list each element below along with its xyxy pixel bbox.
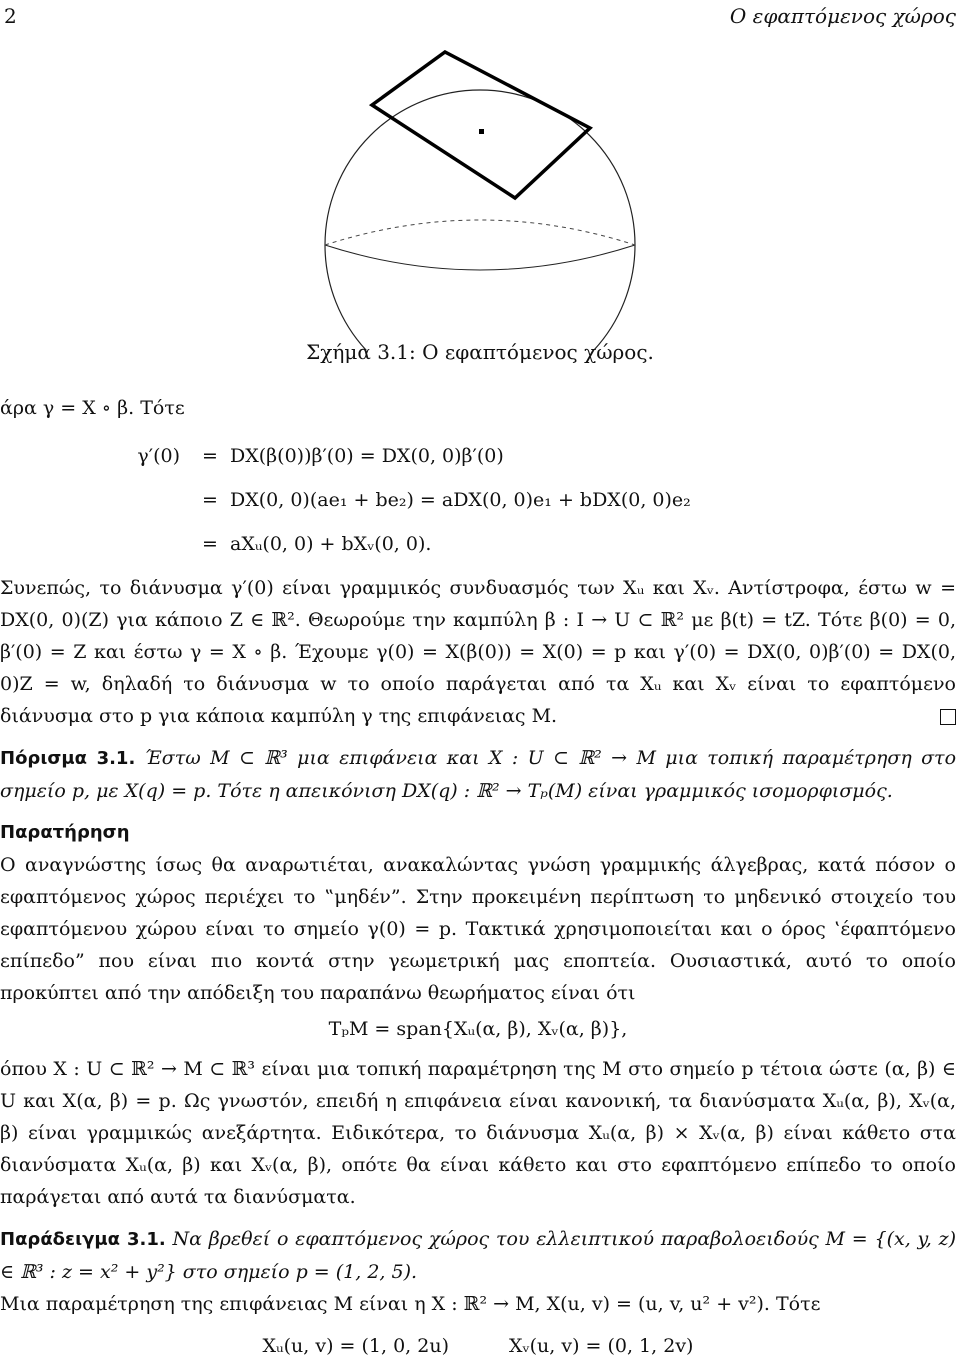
equator-back <box>325 220 635 245</box>
xv-equation: Xᵥ(u, v) = (0, 1, 2v) <box>509 1335 694 1357</box>
eq-sign: = <box>202 533 218 555</box>
tangent-space-equation: TₚM = span{Xᵤ(α, β), Xᵥ(α, β)}, <box>328 1018 628 1040</box>
parametrization-line: Μια παραμέτρηση της επιφάνειας M είναι η X : ℝ² → M, X(u, v) = (u, v, u² + v²). Τότε <box>0 1293 821 1315</box>
qed-symbol <box>940 709 956 725</box>
proof-paragraph <box>0 572 956 732</box>
equator-front <box>325 245 635 270</box>
corollary-label: Πόρισμα 3.1. <box>0 748 136 769</box>
remark-text-1: Ο αναγνώστης ίσως θα αναρωτιέται, ανακαλώντας γνώση γραμμικής άλγεβρας, κατά πόσον ο εφαπτόμενος χώρος περιέχει το ‟μηδέν”. Στην προκειμένη περίπτωση το μηδενικό στοιχείο του εφαπτόμενου χώρου είναι το σημείο γ(0) = p. Τακτικά χρησιμοποιείται και ο όρος ‛έφαπτόμενο επίπεδο” που είναι πιο κοντά στην γεωμετρική μας εποπτεία. Ουσιαστικά, αυτό το οποίο προκύπτει από την απόδειξη του παραπάνω θεωρήματος είναι ότι <box>0 854 956 1004</box>
tangent-plane <box>372 52 590 198</box>
tangency-point <box>479 129 484 134</box>
eq-lhs: γ′(0) <box>137 445 180 467</box>
example <box>0 1223 956 1288</box>
tangent-space-figure <box>0 50 960 350</box>
page-number: 2 <box>4 4 17 28</box>
remark-text-2: όπου X : U ⊂ ℝ² → M ⊂ ℝ³ είναι μια τοπική παραμέτρηση της M στο σημείο p τέτοια ώστε (α, β) ∈ U και X(α, β) = p. Ως γνωστόν, επειδή η επιφάνεια είναι κανονική, τα διανύσματα Xᵤ(α, β), Xᵥ(α, β) είναι γραμμικώς ανεξάρτητα. Ειδικότερα, το διάνυσμα Xᵤ(α, β) × Xᵥ(α, β) είναι κάθετο στα διανύσματα Xᵤ(α, β) και Xᵥ(α, β), οπότε θα είναι κάθετο και στο εφαπτόμενο επίπεδο το οποίο παράγεται από αυτά τα διανύσματα. <box>0 1058 956 1208</box>
partial-derivatives <box>0 1330 956 1362</box>
eq-rhs: DX(0, 0)(ae₁ + be₂) = aDX(0, 0)e₁ + bDX(0, 0)e₂ <box>230 489 691 511</box>
proof-text: Συνεπώς, το διάνυσμα γ′(0) είναι γραμμικός συνδυασμός των Xᵤ και Xᵥ. Αντίστροφα, έστω w = DX(0, 0)(Z) για κάποιο Z ∈ ℝ². Θεωρούμε την καμπύλη β : I → U ⊂ ℝ² με β(t) = tZ. Τότε β(0) = 0, β′(0) = Z και έστω γ = X ∘ β. Έχουμε γ(0) = X(β(0)) = X(0) = p και γ′(0) = DX(0, 0)β′(0) = DX(0, 0)Z = w, δηλαδή το διάνυσμα w το οποίο παράγεται από τα Xᵤ και Xᵥ είναι το εφαπτόμενο διάνυσμα στο p για κάποια καμπύλη γ της επιφάνειας M. <box>0 577 956 727</box>
corollary-text: Έστω M ⊂ ℝ³ μια επιφάνεια και X : U ⊂ ℝ² → M μια τοπική παραμέτρηση στο σημείο p, με X(q) = p. Τότε η απεικόνιση DX(q) : ℝ² → Tₚ(M) είναι γραμμικός ισομορφισμός. <box>0 747 957 802</box>
page-header <box>0 4 960 34</box>
figure-caption: Σχήμα 3.1: Ο εφαπτόμενος χώρος. <box>306 340 654 364</box>
sphere-tangent-plane-illustration <box>0 50 960 350</box>
eq-rhs: DX(β(0))β′(0) = DX(0, 0)β′(0) <box>230 445 504 467</box>
example-text: Να βρεθεί ο εφαπτόμενος χώρος του ελλειπτικού παραβολοειδούς M = {(x, y, z) ∈ ℝ³ : z = x² + y²} στο σημείο p = (1, 2, 5). <box>0 1228 956 1283</box>
eq-lhs <box>0 522 190 566</box>
xu-equation: Xᵤ(u, v) = (1, 0, 2u) <box>262 1335 449 1357</box>
eq-sign: = <box>202 489 218 511</box>
remark-heading: Παρατήρηση <box>0 822 130 843</box>
derivation-equations <box>0 434 956 566</box>
chapter-title: Ο εφαπτόμενος χώρος <box>729 4 956 28</box>
eq-rhs: aXᵤ(0, 0) + bXᵥ(0, 0). <box>230 533 432 555</box>
corollary <box>0 742 956 807</box>
eq-lhs <box>0 478 190 522</box>
example-label: Παράδειγμα 3.1. <box>0 1229 166 1250</box>
eq-sign: = <box>202 445 218 467</box>
main-text <box>0 392 956 1362</box>
intro-line: άρα γ = X ∘ β. Τότε <box>0 397 185 419</box>
